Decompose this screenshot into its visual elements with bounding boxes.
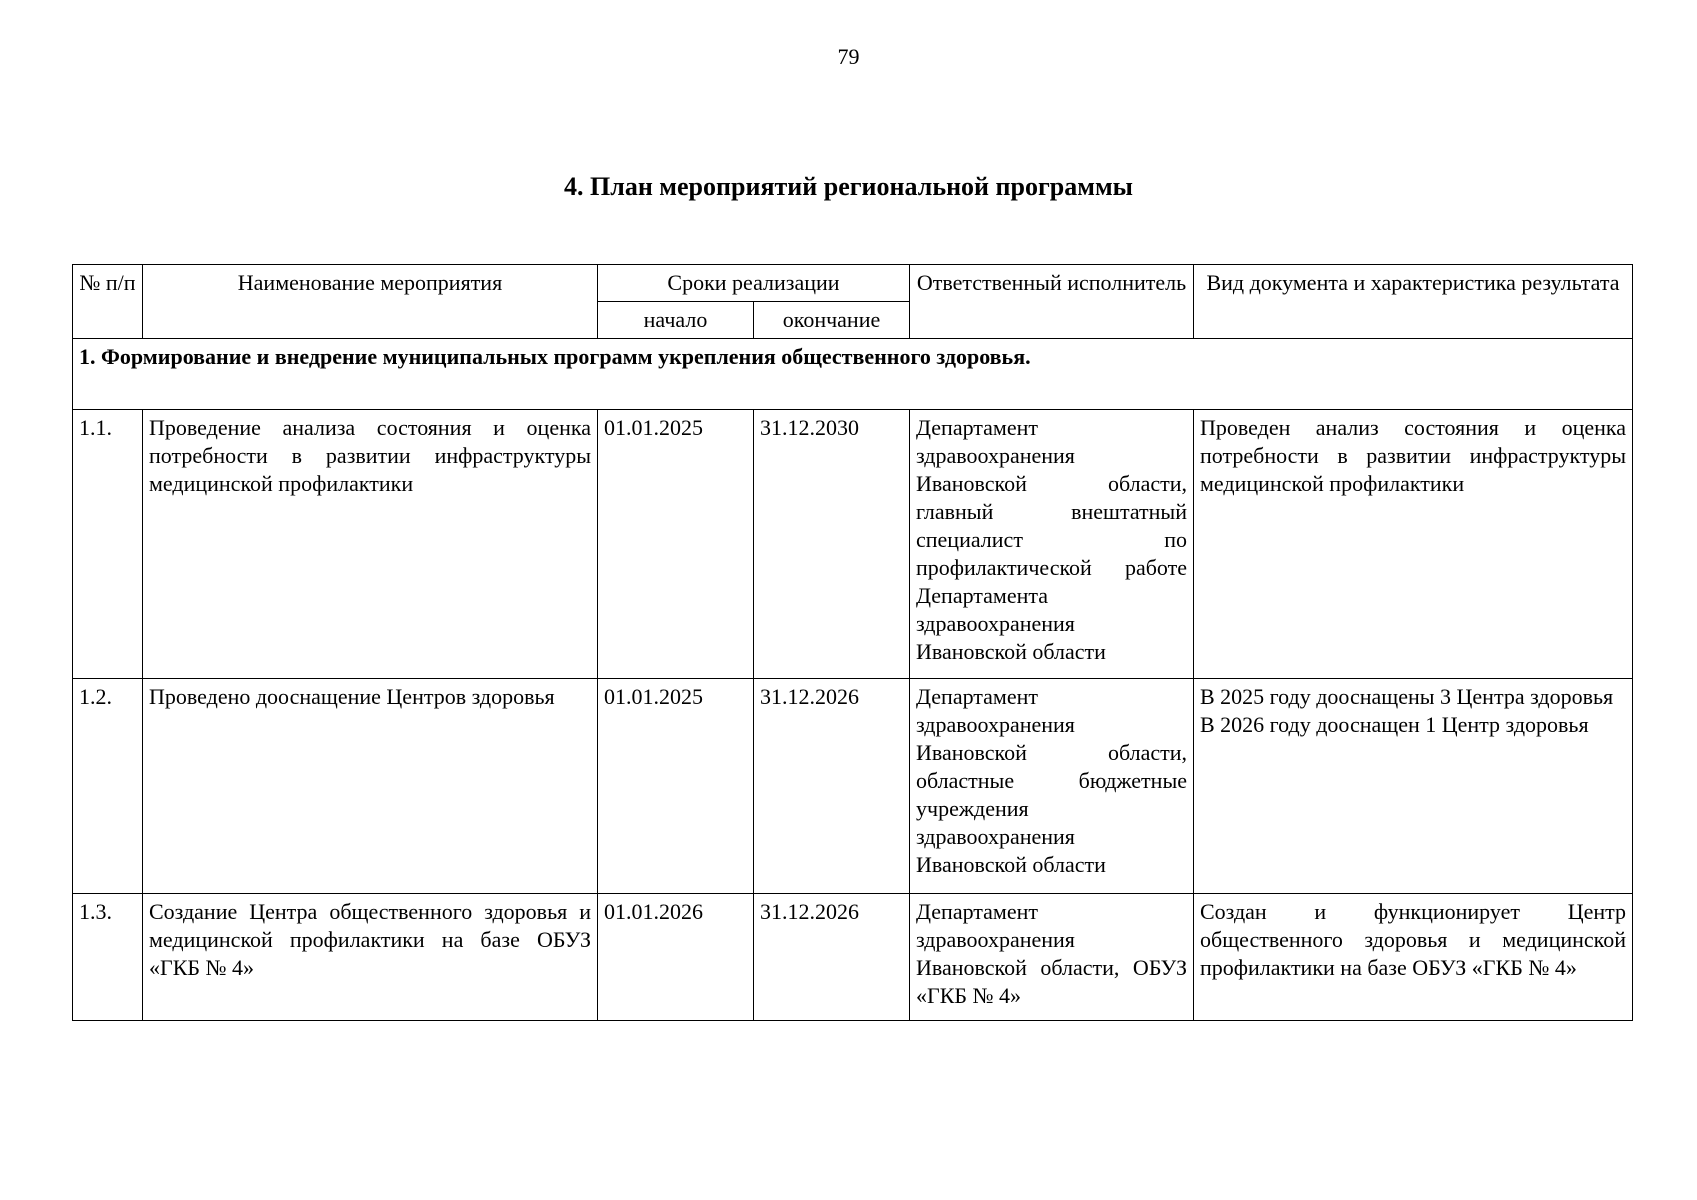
header-result: Вид документа и характеристика результата (1194, 265, 1633, 339)
row-start: 01.01.2025 (598, 410, 754, 679)
header-name: Наименование мероприятия (143, 265, 598, 339)
row-result: Проведен анализ состояния и оценка потребности в развитии инфраструктуры медицинской профилактики (1194, 410, 1633, 679)
row-responsible: Департамент здравоохранения Ивановской области, главный внештатный специалист по профилактической работе Департамента здравоохранения Ивановской области (910, 410, 1194, 679)
header-num: № п/п (73, 265, 143, 339)
row-result (1194, 679, 1633, 894)
header-terms: Сроки реализации (598, 265, 910, 302)
section-title: 1. Формирование и внедрение муниципальных программ укрепления общественного здоровья. (73, 339, 1633, 410)
row-name: Создание Центра общественного здоровья и медицинской профилактики на базе ОБУЗ «ГКБ № 4» (143, 894, 598, 1021)
table-header-row (73, 265, 1633, 302)
row-name: Проведено дооснащение Центров здоровья (143, 679, 598, 894)
row-end: 31.12.2030 (754, 410, 910, 679)
row-responsible: Департамент здравоохранения Ивановской области, областные бюджетные учреждения здравоохранения Ивановской области (910, 679, 1194, 894)
row-num: 1.2. (73, 679, 143, 894)
page-title: 4. План мероприятий региональной программы (564, 172, 1133, 201)
row-start: 01.01.2025 (598, 679, 754, 894)
table-row (73, 679, 1633, 894)
row-end: 31.12.2026 (754, 679, 910, 894)
row-num: 1.1. (73, 410, 143, 679)
activities-table (72, 264, 1633, 1021)
table-row (73, 894, 1633, 1021)
page-number: 79 (837, 44, 860, 69)
header-end: окончание (754, 302, 910, 339)
row-num: 1.3. (73, 894, 143, 1021)
table-row (73, 410, 1633, 679)
header-start: начало (598, 302, 754, 339)
row-end: 31.12.2026 (754, 894, 910, 1021)
section-row (73, 339, 1633, 410)
header-responsible: Ответственный исполнитель (910, 265, 1194, 339)
row-responsible: Департамент здравоохранения Ивановской области, ОБУЗ «ГКБ № 4» (910, 894, 1194, 1021)
result-line: В 2025 году дооснащены 3 Центра здоровья (1200, 684, 1614, 709)
row-result: Создан и функционирует Центр общественного здоровья и медицинской профилактики на базе ОБУЗ «ГКБ № 4» (1194, 894, 1633, 1021)
row-name: Проведение анализа состояния и оценка потребности в развитии инфраструктуры медицинской профилактики (143, 410, 598, 679)
result-line: В 2026 году дооснащен 1 Центр здоровья (1200, 712, 1589, 737)
row-start: 01.01.2026 (598, 894, 754, 1021)
